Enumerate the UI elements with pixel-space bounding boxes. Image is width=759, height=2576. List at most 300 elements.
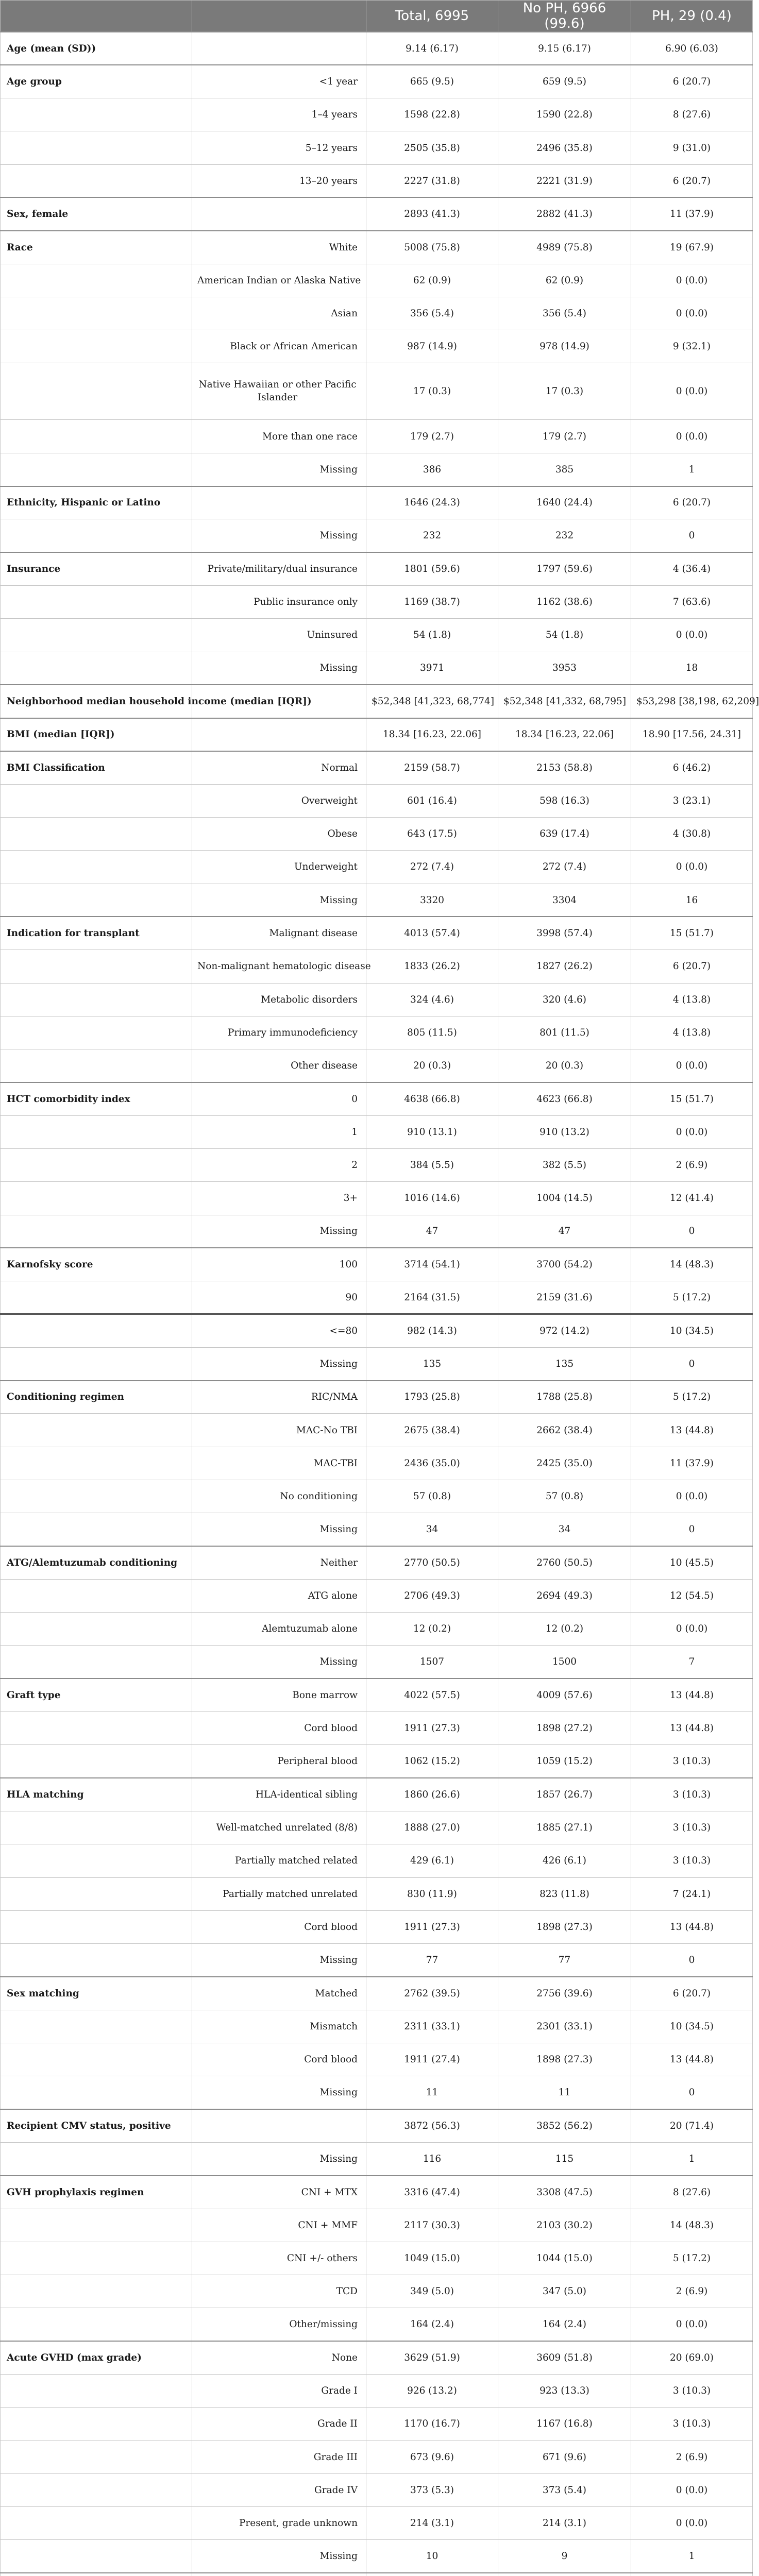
row-ph: 2 (6.9) (631, 2441, 753, 2473)
row-category: Mismatch (192, 2010, 366, 2043)
table-row (1, 2441, 753, 2473)
row-total: 135 (366, 1347, 498, 1380)
row-ph: 16 (631, 884, 753, 917)
row-ph: 1 (631, 2142, 753, 2175)
row-ph: 0 (631, 1347, 753, 1380)
table-row (1, 718, 753, 751)
row-variable (1, 1877, 192, 1910)
row-variable (1, 164, 192, 197)
row-total: 1860 (26.6) (366, 1778, 498, 1811)
row-category: RIC/NMA (192, 1381, 366, 1414)
table-row (1, 685, 753, 718)
table-row (1, 2573, 753, 2576)
row-category: Normal (192, 751, 366, 784)
row-no-ph: 9 (498, 2540, 631, 2573)
row-variable (1, 1944, 192, 1977)
row-total: 2893 (41.3) (366, 197, 498, 230)
row-category: Malignant disease (192, 917, 366, 950)
row-variable: BMI Classification (1, 751, 192, 784)
row-variable (1, 950, 192, 983)
row-total: 373 (5.3) (366, 2473, 498, 2506)
table-row (1, 2109, 753, 2142)
row-no-ph: 179 (2.7) (498, 420, 631, 453)
row-no-ph: 2301 (33.1) (498, 2010, 631, 2043)
row-variable (1, 2308, 192, 2341)
row-ph: 3 (10.3) (631, 2408, 753, 2441)
table-row (1, 164, 753, 197)
row-total: 179 (2.7) (366, 420, 498, 453)
row-category: 1–4 years (192, 98, 366, 131)
row-no-ph: 4989 (75.8) (498, 231, 631, 264)
row-variable: Indication for transplant (1, 917, 192, 950)
row-no-ph: 1500 (498, 1646, 631, 1679)
table-row (1, 2473, 753, 2506)
row-no-ph: 910 (13.2) (498, 1115, 631, 1148)
row-variable: Karnofsky score (1, 1248, 192, 1281)
row-ph: 8 (27.6) (631, 98, 753, 131)
table-row (1, 264, 753, 297)
row-ph: 5 (17.2) (631, 2242, 753, 2275)
table-row (1, 1844, 753, 1877)
row-total: 4022 (57.5) (366, 1679, 498, 1711)
row-ph: 13 (44.8) (631, 2043, 753, 2076)
row-ph: 6.90 (6.03) (631, 32, 753, 65)
row-no-ph: 17 (0.3) (498, 363, 631, 420)
row-total: 1888 (27.0) (366, 1811, 498, 1844)
row-total: 4013 (57.4) (366, 917, 498, 950)
row-ph: 1 (631, 453, 753, 486)
row-variable (1, 1347, 192, 1380)
row-category (192, 2109, 366, 2142)
row-total: 982 (14.3) (366, 1314, 498, 1347)
table-row (1, 131, 753, 164)
row-no-ph: 801 (11.5) (498, 1016, 631, 1049)
row-ph: 0 (0.0) (631, 264, 753, 297)
row-total: 910 (13.1) (366, 1115, 498, 1148)
row-category: 90 (192, 1281, 366, 1314)
row-category: Missing (192, 2540, 366, 2573)
row-category: Well-matched unrelated (8/8) (192, 1811, 366, 1844)
header-total: Total, 6995 (366, 1, 498, 32)
row-category: MAC-TBI (192, 1447, 366, 1480)
row-ph: 20 (69.0) (631, 2341, 753, 2374)
row-category: No conditioning (192, 1480, 366, 1513)
table-row (1, 453, 753, 486)
row-total: 3629 (51.9) (366, 2341, 498, 2374)
row-category: <1 year (192, 65, 366, 98)
row-no-ph: 115 (498, 2142, 631, 2175)
table-row (1, 2341, 753, 2374)
row-total: 2675 (38.4) (366, 1414, 498, 1447)
row-variable: Conditioning regimen (1, 1381, 192, 1414)
row-variable (1, 2573, 192, 2576)
table-row (1, 1613, 753, 1646)
row-variable: ATG/Alemtuzumab conditioning (1, 1546, 192, 1579)
row-total: 18.34 [16.23, 22.06] (366, 718, 498, 751)
row-variable (1, 1115, 192, 1148)
row-ph: 0 (0.0) (631, 1115, 753, 1148)
row-category: Missing (192, 453, 366, 486)
row-category: White (192, 231, 366, 264)
row-total: 1911 (27.3) (366, 1910, 498, 1943)
row-ph: 6 (20.7) (631, 486, 753, 519)
row-ph: 5 (17.2) (631, 1381, 753, 1414)
row-total: 17 (0.3) (366, 363, 498, 420)
row-ph: 7 (24.1) (631, 1877, 753, 1910)
row-no-ph: 2496 (35.8) (498, 131, 631, 164)
row-total: 20 (0.3) (366, 1049, 498, 1082)
table-row (1, 1149, 753, 1182)
row-total: 3971 (366, 652, 498, 685)
row-no-ph: 320 (4.6) (498, 983, 631, 1016)
row-variable (1, 2242, 192, 2275)
row-variable (1, 2540, 192, 2573)
row-category: American Indian or Alaska Native (192, 264, 366, 297)
row-total: 1911 (27.4) (366, 2043, 498, 2076)
table-row (1, 2507, 753, 2540)
table-row (1, 1381, 753, 1414)
row-variable (1, 2275, 192, 2308)
row-ph: 0 (631, 1944, 753, 1977)
row-no-ph: 3609 (51.8) (498, 2341, 631, 2374)
row-variable (1, 1281, 192, 1314)
row-category: 13–20 years (192, 164, 366, 197)
row-variable (1, 131, 192, 164)
row-no-ph: 2103 (30.2) (498, 2209, 631, 2242)
row-category: More than one race (192, 420, 366, 453)
row-ph: $53,298 [38,198, 62,209] (631, 685, 753, 718)
row-total: 1646 (24.3) (366, 486, 498, 519)
row-variable (1, 2209, 192, 2242)
row-variable (1, 784, 192, 817)
table-row (1, 1016, 753, 1049)
row-total: 429 (6.1) (366, 1844, 498, 1877)
table-row (1, 231, 753, 264)
header-ph: PH, 29 (0.4) (631, 1, 753, 32)
row-ph: 10 (45.5) (631, 1546, 753, 1579)
row-no-ph: 1797 (59.6) (498, 552, 631, 585)
row-category: Alemtuzumab alone (192, 1613, 366, 1646)
row-no-ph: 356 (5.4) (498, 297, 631, 330)
row-ph: 13 (44.8) (631, 1910, 753, 1943)
table-row (1, 1414, 753, 1447)
row-no-ph: 2694 (49.3) (498, 1579, 631, 1612)
row-variable (1, 453, 192, 486)
row-total: 1016 (14.6) (366, 1182, 498, 1215)
table-row (1, 519, 753, 552)
row-no-ph: 272 (7.4) (498, 851, 631, 884)
row-category: 1 (192, 1115, 366, 1148)
row-category: Missing (192, 1347, 366, 1380)
row-ph: 13 (44.8) (631, 1679, 753, 1711)
table-row (1, 1679, 753, 1711)
row-variable: Sex, female (1, 197, 192, 230)
row-total: 665 (9.5) (366, 65, 498, 98)
row-total: 1170 (16.7) (366, 2408, 498, 2441)
row-variable (1, 1910, 192, 1943)
row-ph: 0 (0.0) (631, 420, 753, 453)
row-variable (1, 585, 192, 618)
row-ph: 0 (0.0) (631, 2308, 753, 2341)
row-ph: 7 (631, 1646, 753, 1679)
row-variable (1, 619, 192, 652)
row-variable (1, 2374, 192, 2407)
row-ph: 14 (48.3) (631, 2209, 753, 2242)
row-ph: 10 (34.5) (631, 1314, 753, 1347)
row-category: Non-malignant hematologic disease (192, 950, 366, 983)
table-row (1, 2308, 753, 2341)
row-ph: 3 (10.3) (631, 1778, 753, 1811)
row-no-ph: 426 (6.1) (498, 1844, 631, 1877)
row-no-ph: 214 (3.1) (498, 2507, 631, 2540)
row-category (192, 718, 366, 751)
row-ph: 0 (0.0) (631, 2473, 753, 2506)
row-ph: 18.90 [17.56, 24.31] (631, 718, 753, 751)
row-variable (1, 983, 192, 1016)
row-variable: Race (1, 231, 192, 264)
row-total: 4638 (66.8) (366, 1082, 498, 1115)
table-row (1, 1513, 753, 1546)
row-category: Black or African American (192, 330, 366, 363)
row-variable (1, 1414, 192, 1447)
row-category: 100 (192, 1248, 366, 1281)
row-ph: 0 (0.0) (631, 1049, 753, 1082)
row-total: 1169 (38.7) (366, 585, 498, 618)
row-total: 2311 (33.1) (366, 2010, 498, 2043)
table-row (1, 585, 753, 618)
row-total: 3714 (54.1) (366, 1248, 498, 1281)
row-variable: GVH prophylaxis regimen (1, 2176, 192, 2209)
table-row (1, 1480, 753, 1513)
row-no-ph: 12 (0.2) (498, 1613, 631, 1646)
row-total: 2164 (31.5) (366, 1281, 498, 1314)
row-ph: 12 (54.5) (631, 1579, 753, 1612)
row-no-ph: 1590 (22.8) (498, 98, 631, 131)
table-row (1, 1877, 753, 1910)
table-row (1, 884, 753, 917)
row-no-ph: 3700 (54.2) (498, 1248, 631, 1281)
row-total: 3320 (366, 884, 498, 917)
row-ph: 11 (37.9) (631, 1447, 753, 1480)
header-category (192, 1, 366, 32)
row-ph: 13 (44.8) (631, 1712, 753, 1745)
row-category: Grade III (192, 2441, 366, 2473)
table-row (1, 1248, 753, 1281)
row-total: 1793 (25.8) (366, 1381, 498, 1414)
row-total: 1833 (26.2) (366, 950, 498, 983)
row-ph (631, 2573, 753, 2576)
row-category: 3+ (192, 1182, 366, 1215)
row-category: Grade II (192, 2408, 366, 2441)
row-category: TCD (192, 2275, 366, 2308)
row-total: 1598 (22.8) (366, 98, 498, 131)
row-total: 349 (5.0) (366, 2275, 498, 2308)
row-no-ph: 4009 (57.6) (498, 1679, 631, 1711)
row-variable (1, 818, 192, 851)
row-total: 2770 (50.5) (366, 1546, 498, 1579)
row-ph: 0 (631, 519, 753, 552)
table-row (1, 1347, 753, 1380)
row-variable (1, 1745, 192, 1778)
table-row (1, 1082, 753, 1115)
table-row (1, 751, 753, 784)
row-category: MAC-No TBI (192, 1414, 366, 1447)
row-variable (1, 519, 192, 552)
row-category: 2 (192, 1149, 366, 1182)
row-no-ph: 1857 (26.7) (498, 1778, 631, 1811)
row-category: Missing (192, 884, 366, 917)
row-category: Underweight (192, 851, 366, 884)
row-ph: 20 (71.4) (631, 2109, 753, 2142)
row-no-ph: 373 (5.4) (498, 2473, 631, 2506)
row-ph: 7 (63.6) (631, 585, 753, 618)
row-no-ph: 2159 (31.6) (498, 1281, 631, 1314)
row-ph: 4 (36.4) (631, 552, 753, 585)
row-no-ph: 54 (1.8) (498, 619, 631, 652)
row-variable: Recipient CMV status, positive (1, 2109, 192, 2142)
table-row (1, 950, 753, 983)
row-variable (1, 2507, 192, 2540)
row-category: HLA-identical sibling (192, 1778, 366, 1811)
row-category: <=80 (192, 1314, 366, 1347)
table-row (1, 983, 753, 1016)
row-category: Metabolic disorders (192, 983, 366, 1016)
row-variable (1, 264, 192, 297)
row-no-ph: 382 (5.5) (498, 1149, 631, 1182)
table-row (1, 1579, 753, 1612)
row-no-ph: $52,348 [41,332, 68,795] (498, 685, 631, 718)
row-ph: 3 (10.3) (631, 2374, 753, 2407)
row-no-ph: 1885 (27.1) (498, 1811, 631, 1844)
row-total: 356 (5.4) (366, 297, 498, 330)
row-variable: Neighborhood median household income (median [IQR]) (1, 685, 192, 718)
row-variable (1, 1646, 192, 1679)
row-no-ph: 1004 (14.5) (498, 1182, 631, 1215)
row-variable (1, 2010, 192, 2043)
row-category: Primary immunodeficiency (192, 1016, 366, 1049)
row-variable: BMI (median [IQR]) (1, 718, 192, 751)
row-variable (1, 1215, 192, 1248)
row-category: Missing (192, 1944, 366, 1977)
row-ph: 0 (0.0) (631, 2507, 753, 2540)
row-variable (1, 1811, 192, 1844)
row-category: Grade I (192, 2374, 366, 2407)
row-no-ph: 47 (498, 1215, 631, 1248)
table-row (1, 197, 753, 230)
row-total: 11 (366, 2076, 498, 2109)
row-total: 1801 (59.6) (366, 552, 498, 585)
table-row (1, 65, 753, 98)
row-variable (1, 851, 192, 884)
table-row (1, 363, 753, 420)
row-variable (1, 2441, 192, 2473)
row-variable (1, 2076, 192, 2109)
row-variable (1, 1513, 192, 1546)
row-total: 5008 (75.8) (366, 231, 498, 264)
row-no-ph: 135 (498, 1347, 631, 1380)
row-ph: 3 (10.3) (631, 1844, 753, 1877)
row-total: 12 (0.2) (366, 1613, 498, 1646)
row-variable (1, 1844, 192, 1877)
row-total: 386 (366, 453, 498, 486)
row-total: 673 (9.6) (366, 2441, 498, 2473)
row-category: Partially matched related (192, 1844, 366, 1877)
row-ph: 2 (6.9) (631, 1149, 753, 1182)
row-no-ph: 77 (498, 1944, 631, 1977)
row-category: None (192, 2341, 366, 2374)
row-total: 3872 (56.3) (366, 2109, 498, 2142)
row-no-ph: 20 (0.3) (498, 1049, 631, 1082)
table-row (1, 1944, 753, 1977)
table-row (1, 2142, 753, 2175)
row-ph: 10 (34.5) (631, 2010, 753, 2043)
row-total: 2762 (39.5) (366, 1977, 498, 2010)
row-no-ph: 1898 (27.3) (498, 2043, 631, 2076)
row-variable (1, 2408, 192, 2441)
table-row (1, 1811, 753, 1844)
row-total: 272 (7.4) (366, 851, 498, 884)
table-row (1, 1546, 753, 1579)
row-ph: 0 (0.0) (631, 297, 753, 330)
row-ph: 2 (6.9) (631, 2275, 753, 2308)
row-category (192, 2573, 366, 2576)
table-row (1, 297, 753, 330)
row-variable: Age group (1, 65, 192, 98)
table-row (1, 1447, 753, 1480)
row-ph: 4 (30.8) (631, 818, 753, 851)
row-variable (1, 2473, 192, 2506)
row-no-ph: 1162 (38.6) (498, 585, 631, 618)
row-ph: 0 (0.0) (631, 1613, 753, 1646)
row-total: 54 (1.8) (366, 619, 498, 652)
table-row (1, 1314, 753, 1347)
row-no-ph: 4623 (66.8) (498, 1082, 631, 1115)
row-ph: 3 (23.1) (631, 784, 753, 817)
row-ph: 0 (0.0) (631, 1480, 753, 1513)
row-ph: 18 (631, 652, 753, 685)
table-row (1, 1977, 753, 2010)
row-no-ph: 164 (2.4) (498, 2308, 631, 2341)
row-no-ph: 2756 (39.6) (498, 1977, 631, 2010)
row-variable (1, 1182, 192, 1215)
table-row (1, 1215, 753, 1248)
row-category: Missing (192, 519, 366, 552)
row-category: Missing (192, 2076, 366, 2109)
row-category: Native Hawaiian or other Pacific Islander (192, 363, 366, 420)
row-no-ph: 2153 (58.8) (498, 751, 631, 784)
row-total: 1911 (27.3) (366, 1712, 498, 1745)
row-total: 62 (0.9) (366, 264, 498, 297)
row-ph: 11 (37.9) (631, 197, 753, 230)
row-ph: 6 (20.7) (631, 65, 753, 98)
row-variable (1, 98, 192, 131)
table-row (1, 32, 753, 65)
row-variable (1, 1712, 192, 1745)
table-row (1, 1182, 753, 1215)
row-no-ph: 2221 (31.9) (498, 164, 631, 197)
table-row (1, 851, 753, 884)
row-variable (1, 1149, 192, 1182)
row-no-ph: 1044 (15.0) (498, 2242, 631, 2275)
row-no-ph: 2882 (41.3) (498, 197, 631, 230)
row-category (192, 197, 366, 230)
row-ph: 0 (631, 2076, 753, 2109)
row-no-ph: 978 (14.9) (498, 330, 631, 363)
row-total: 2505 (35.8) (366, 131, 498, 164)
row-total: 830 (11.9) (366, 1877, 498, 1910)
row-variable: Acute GVHD (max grade) (1, 2341, 192, 2374)
row-no-ph: 3308 (47.5) (498, 2176, 631, 2209)
